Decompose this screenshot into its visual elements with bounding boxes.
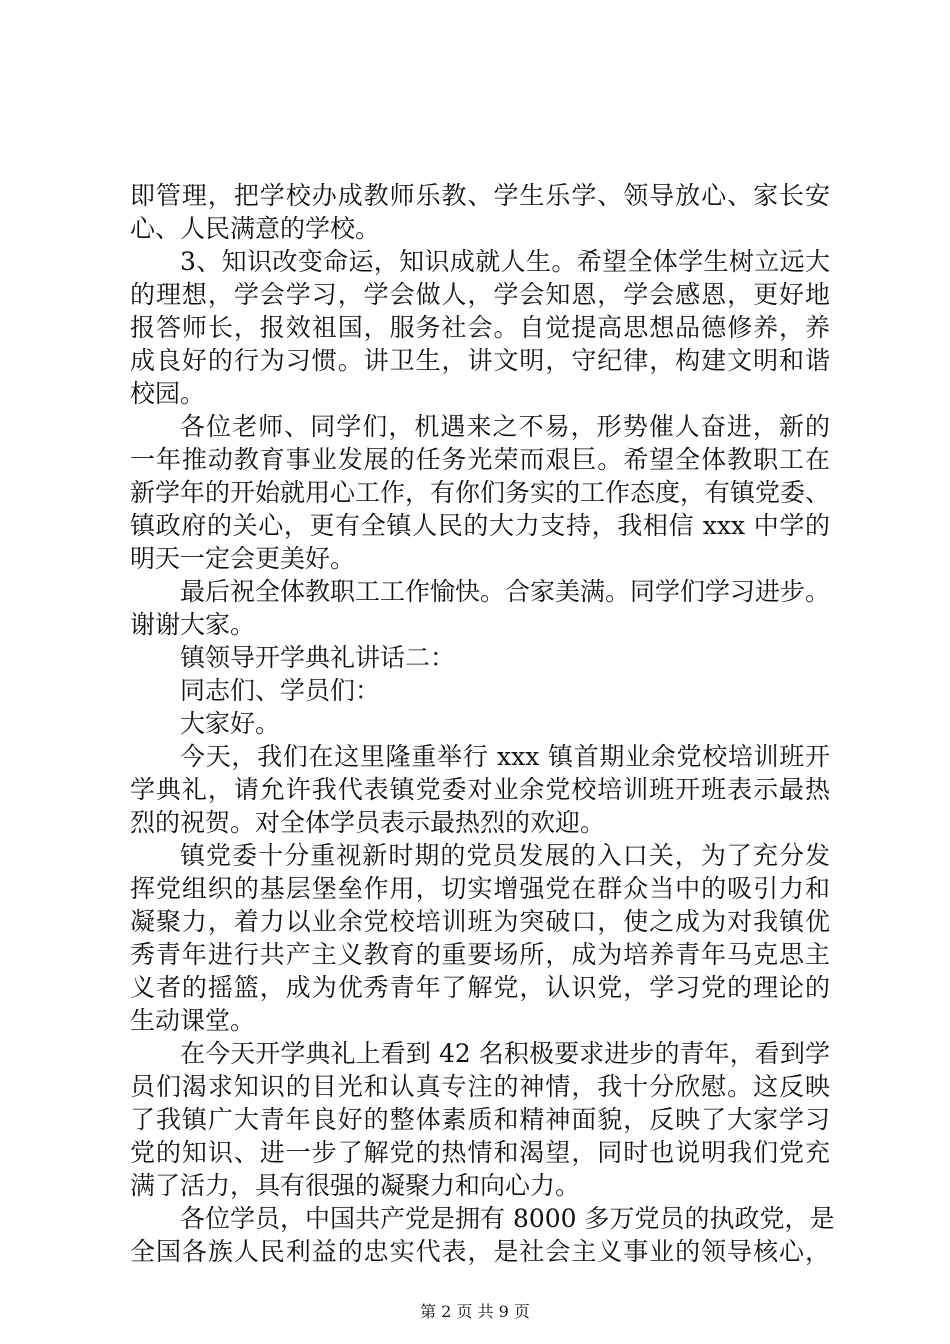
paragraph-continued-from-previous-page	[130, 179, 830, 245]
text-line: 3、知识改变命运，知识成就人生。希望全体学生树立远大	[180, 247, 830, 276]
text-line: 今天，我们在这里隆重举行 xxx 镇首期业余党校培训班开	[180, 742, 830, 771]
text-line: 全国各族人民利益的忠实代表，是社会主义事业的领导核心，	[130, 1237, 830, 1266]
text-line: 了我镇广大青年良好的整体素质和精神面貌，反映了大家学习	[130, 1105, 830, 1134]
page-number-footer: 第 2 页 共 9 页	[420, 1302, 530, 1321]
text-line: 学典礼，请允许我代表镇党委对业余党校培训班开班表示最热	[130, 775, 830, 804]
text-line: 满了活力，具有很强的凝聚力和向心力。	[130, 1171, 581, 1200]
text-line: 各位学员，中国共产党是拥有 8000 多万党员的执政党，是	[180, 1204, 835, 1233]
paragraph-point-3	[130, 245, 830, 410]
paragraph-appeal-to-staff	[130, 410, 830, 575]
text-line: 义者的摇篮，成为优秀青年了解党，认识党，学习党的理论的	[130, 973, 830, 1002]
text-line: 各位老师、同学们，机遇来之不易，形势催人奋进，新的	[180, 412, 830, 441]
text-line: 一年推动教育事业发展的任务光荣而艰巨。希望全体教职工在	[130, 445, 830, 474]
paragraph-party-committee	[130, 839, 830, 1037]
text-line: 成良好的行为习惯。讲卫生，讲文明，守纪律，构建文明和谐	[130, 346, 830, 375]
salutation	[130, 674, 830, 707]
text-line: 党的知识、进一步了解党的热情和渴望，同时也说明我们党充	[130, 1138, 830, 1167]
text-line: 凝聚力，着力以业余党校培训班为突破口，使之成为对我镇优	[130, 907, 830, 936]
text-line: 员们渴求知识的目光和认真专注的神情，我十分欣慰。这反映	[130, 1072, 830, 1101]
document-body	[130, 179, 835, 1268]
text-line: 谢谢大家。	[130, 610, 256, 639]
text-line: 即管理，把学校办成教师乐教、学生乐学、领导放心、家长安	[130, 181, 830, 210]
text-line: 镇党委十分重视新时期的党员发展的入口关，为了充分发	[180, 841, 830, 870]
paragraph-trainees	[130, 1037, 830, 1202]
paragraph-closing-wishes	[130, 575, 830, 641]
greeting	[130, 707, 830, 740]
text-line: 同志们、学员们：	[180, 676, 381, 705]
text-line: 校园。	[130, 379, 206, 408]
text-line: 挥党组织的基层堡垒作用，切实增强党在群众当中的吸引力和	[130, 874, 830, 903]
paragraph-party-introduction	[130, 1202, 835, 1268]
speech-title	[130, 641, 830, 674]
text-line: 最后祝全体教职工工作愉快。合家美满。同学们学习进步。	[180, 577, 831, 606]
text-line: 生动课堂。	[130, 1006, 256, 1035]
text-line: 大家好。	[180, 709, 281, 738]
text-line: 秀青年进行共产主义教育的重要场所，成为培养青年马克思主	[130, 940, 830, 969]
text-line: 在今天开学典礼上看到 42 名积极要求进步的青年，看到学	[180, 1039, 830, 1068]
text-line: 烈的祝贺。对全体学员表示最热烈的欢迎。	[130, 808, 606, 837]
text-line: 明天一定会更美好。	[130, 544, 356, 573]
text-line: 的理想，学会学习，学会做人，学会知恩，学会感恩，更好地	[130, 280, 830, 309]
text-line: 镇领导开学典礼讲话二：	[180, 643, 456, 672]
text-line: 心、人民满意的学校。	[130, 214, 381, 243]
text-line: 新学年的开始就用心工作，有你们务实的工作态度，有镇党委、	[130, 478, 831, 507]
text-line: 报答师长，报效祖国，服务社会。自觉提高思想品德修养，养	[130, 313, 830, 342]
paragraph-opening-remarks	[130, 740, 830, 839]
text-line: 镇政府的关心，更有全镇人民的大力支持，我相信 xxx 中学的	[130, 511, 830, 540]
